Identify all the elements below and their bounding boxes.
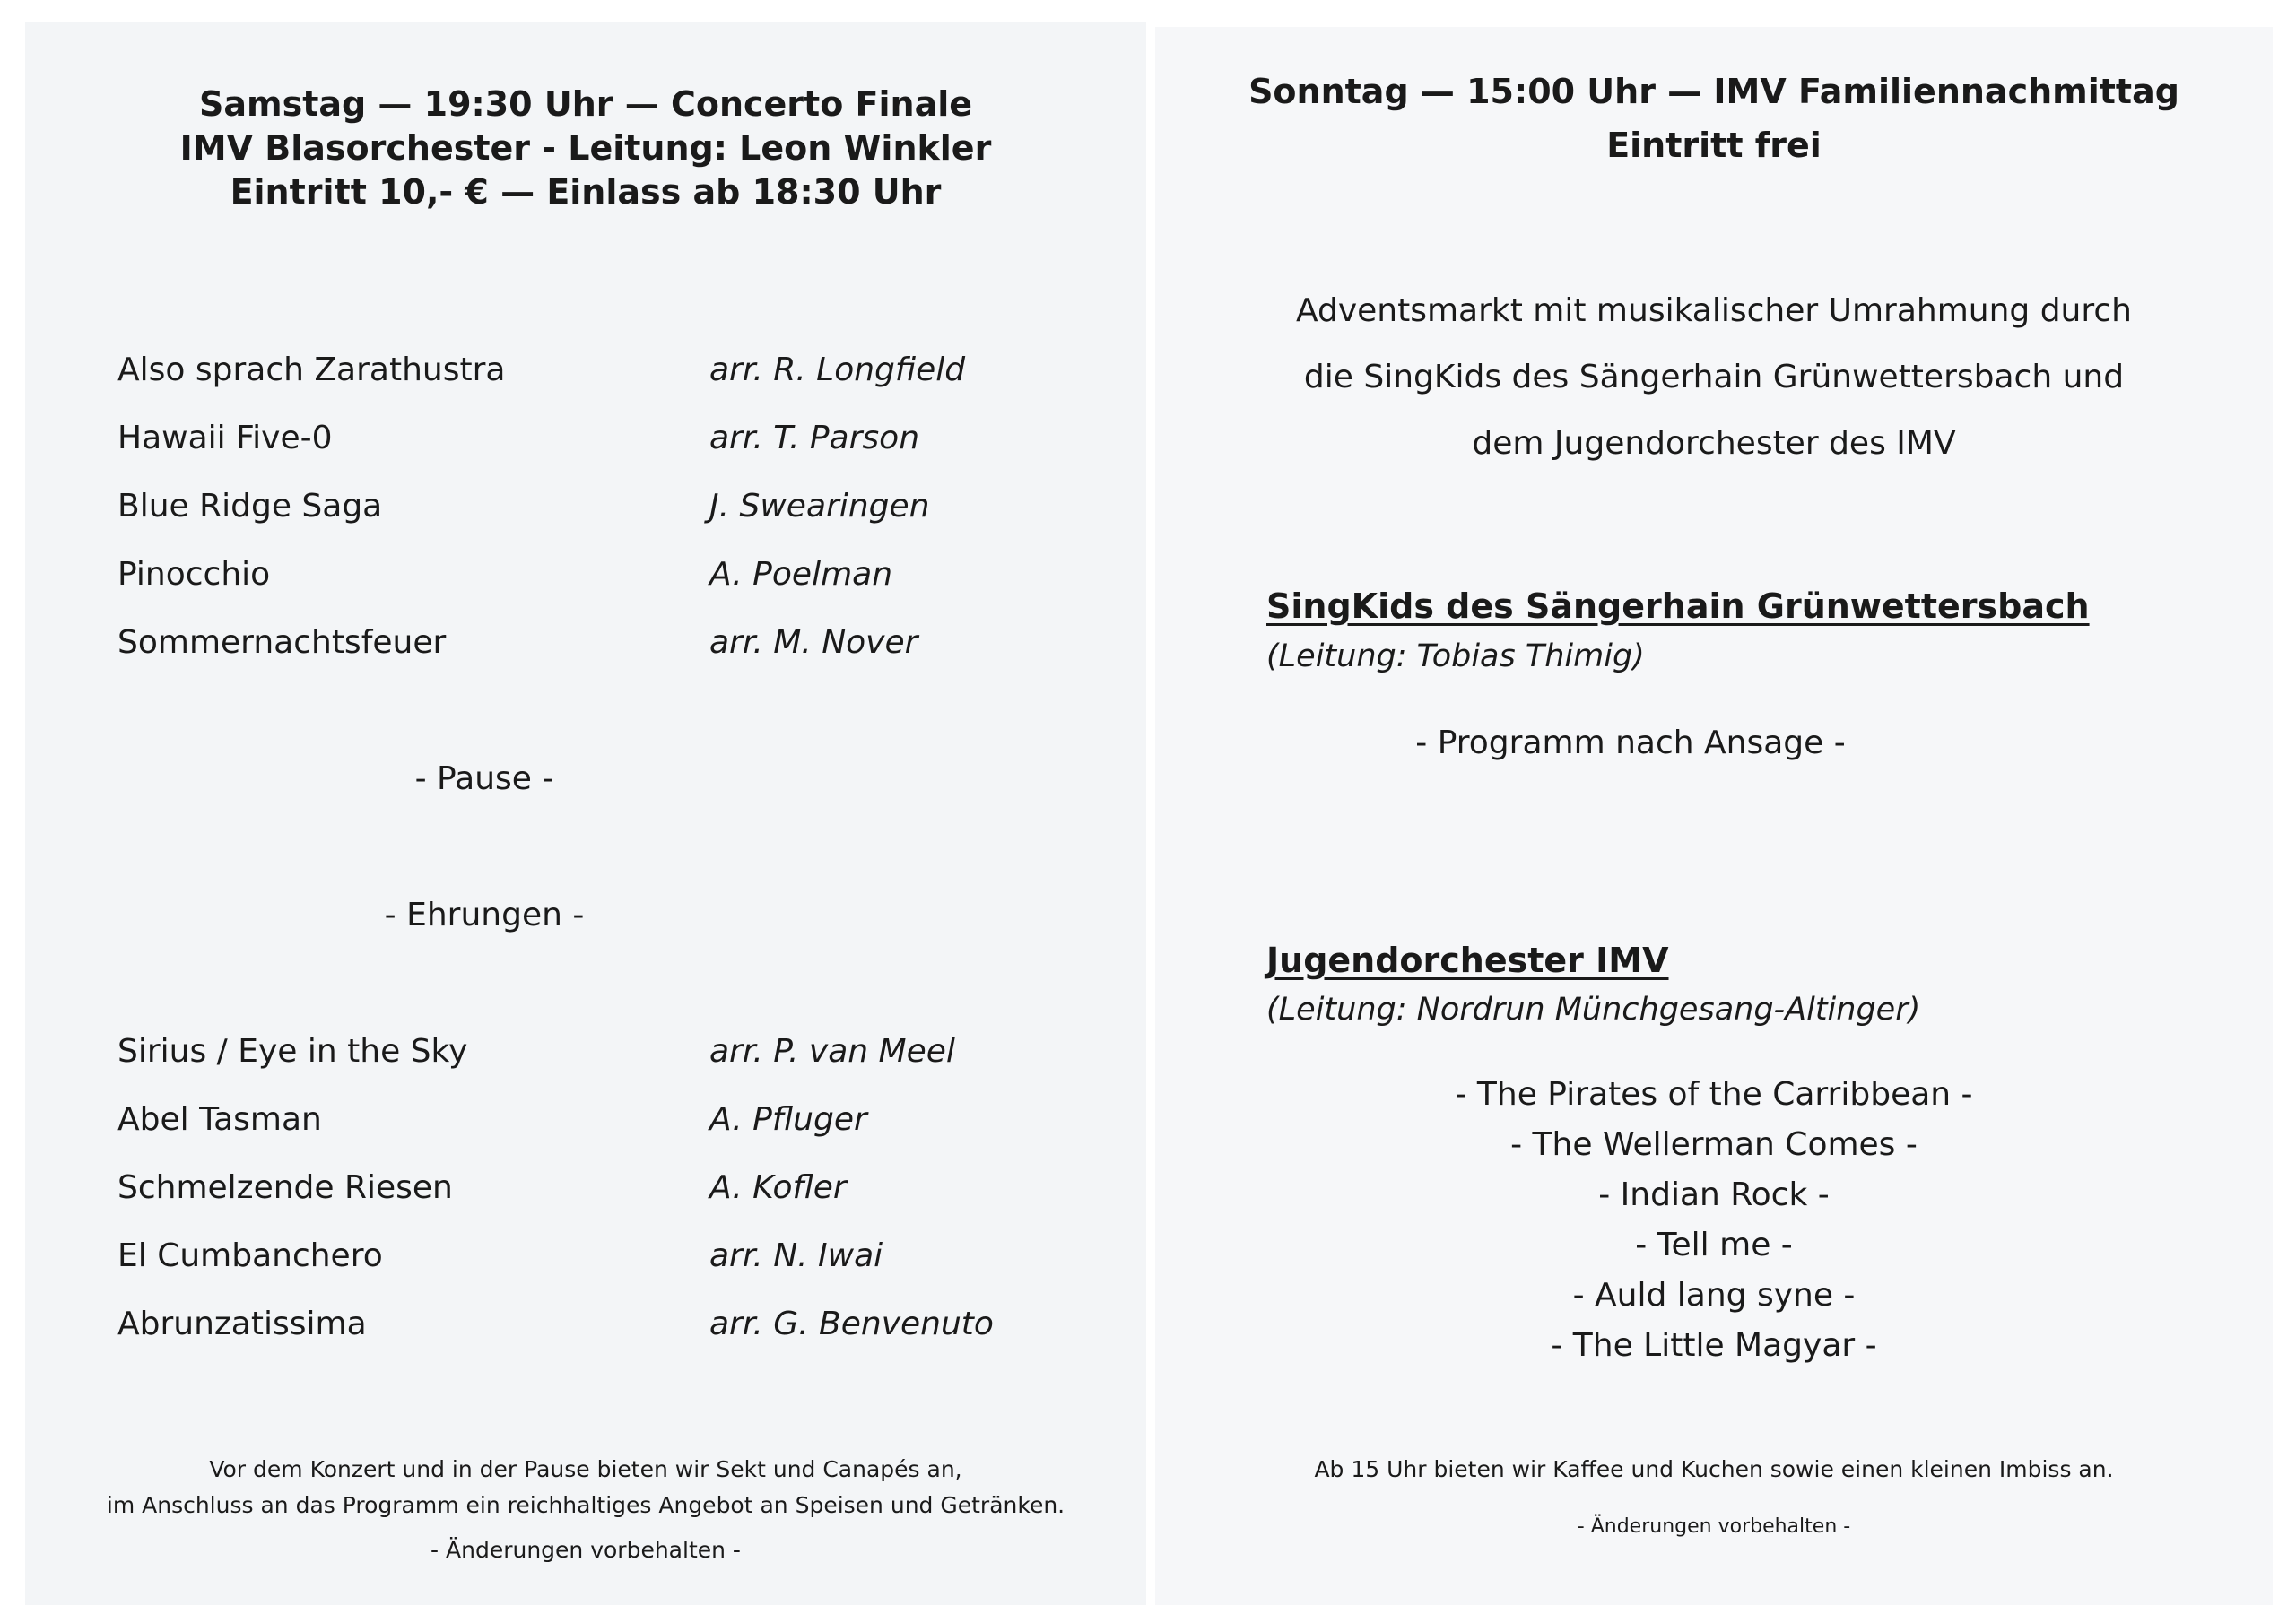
program-item-title: Sirius / Eye in the Sky — [117, 1033, 468, 1070]
program-item-arranger: arr. T. Parson — [709, 420, 920, 456]
program-item-title: Also sprach Zarathustra — [117, 352, 506, 388]
saturday-disclaimer: - Änderungen vorbehalten - — [430, 1537, 741, 1563]
program-item-title: Abel Tasman — [117, 1101, 322, 1138]
program-item-arranger: J. Swearingen — [709, 488, 930, 525]
program-item-title: Schmelzende Riesen — [117, 1169, 453, 1206]
program-item-arranger: arr. M. Nover — [709, 624, 918, 661]
program-item-arranger: A. Poelman — [709, 556, 893, 593]
youth-song-item: - Tell me - — [1635, 1227, 1793, 1263]
saturday-header-line-3: Eintritt 10,- € — Einlass ab 18:30 Uhr — [230, 172, 942, 212]
honors-label: - Ehrungen - — [384, 897, 585, 933]
saturday-program-page — [25, 22, 1146, 1605]
saturday-header-line-2: IMV Blasorchester - Leitung: Leon Winkler — [179, 128, 992, 168]
program-item-title: Hawaii Five-0 — [117, 420, 333, 456]
youth-song-item: - Auld lang syne - — [1572, 1277, 1856, 1314]
sunday-disclaimer: - Änderungen vorbehalten - — [1577, 1515, 1851, 1538]
singkids-program-note: - Programm nach Ansage - — [1415, 725, 1846, 761]
saturday-header-line-1: Samstag — 19:30 Uhr — Concerto Finale — [198, 84, 973, 124]
saturday-catering-note-line-2: im Anschluss an das Programm ein reichhaltiges Angebot an Speisen und Getränken. — [106, 1492, 1065, 1518]
program-item-arranger: A. Pfluger — [709, 1101, 867, 1138]
program-item-arranger: A. Kofler — [709, 1169, 847, 1206]
saturday-catering-note-line-1: Vor dem Konzert und in der Pause bieten wir Sekt und Canapés an, — [209, 1456, 962, 1482]
program-item-arranger: arr. G. Benvenuto — [709, 1306, 994, 1342]
program-item-title: Pinocchio — [117, 556, 271, 593]
singkids-section-title: SingKids des Sängerhain Grünwettersbach — [1266, 586, 2090, 626]
sunday-intro-line-2: die SingKids des Sängerhain Grünwettersbach und — [1303, 359, 2125, 395]
sunday-header-line-2: Eintritt frei — [1606, 126, 1822, 165]
program-item-title: Abrunzatissima — [117, 1306, 367, 1342]
pause-label: - Pause - — [414, 760, 554, 797]
program-item-arranger: arr. R. Longfield — [709, 352, 966, 388]
program-item-title: El Cumbanchero — [117, 1237, 383, 1274]
sunday-intro-line-1: Adventsmarkt mit musikalischer Umrahmung durch — [1295, 292, 2132, 329]
program-item-arranger: arr. P. van Meel — [709, 1033, 955, 1070]
sunday-header-line-1: Sonntag — 15:00 Uhr — IMV Familiennachmittag — [1248, 72, 2179, 111]
program-item-arranger: arr. N. Iwai — [709, 1237, 883, 1274]
sunday-catering-note: Ab 15 Uhr bieten wir Kaffee und Kuchen sowie einen kleinen Imbiss an. — [1314, 1456, 2114, 1482]
youth-song-item: - The Wellerman Comes - — [1510, 1126, 1918, 1163]
youth-song-item: - Indian Rock - — [1598, 1176, 1830, 1213]
program-item-title: Blue Ridge Saga — [117, 488, 383, 525]
singkids-conductor: (Leitung: Tobias Thimig) — [1266, 638, 1645, 674]
sunday-intro-line-3: dem Jugendorchester des IMV — [1472, 425, 1956, 462]
youth-song-item: - The Little Magyar - — [1551, 1327, 1877, 1364]
program-item-title: Sommernachtsfeuer — [117, 624, 447, 661]
sunday-program-page — [1155, 27, 2273, 1605]
youth-orchestra-conductor: (Leitung: Nordrun Münchgesang-Altinger) — [1266, 992, 1921, 1028]
youth-orchestra-section-title: Jugendorchester IMV — [1266, 941, 1669, 980]
youth-song-item: - The Pirates of the Carribbean - — [1455, 1076, 1973, 1113]
